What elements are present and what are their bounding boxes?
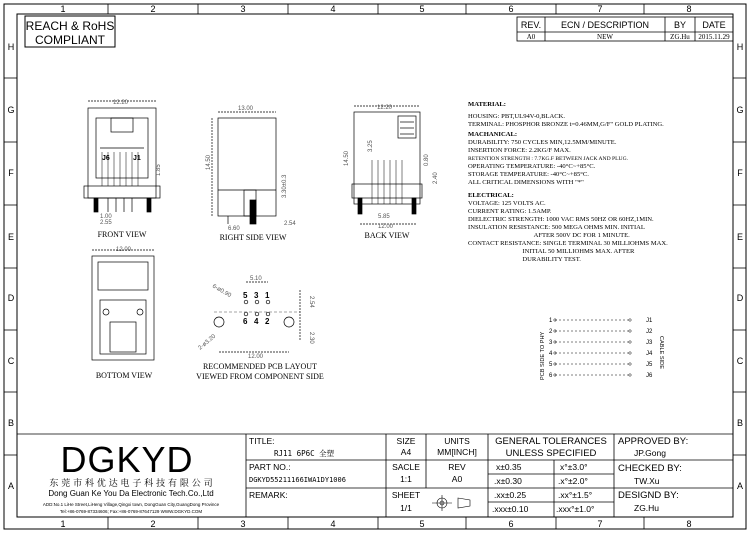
col-label: 1 xyxy=(60,4,66,14)
row-label: D xyxy=(7,293,15,303)
row-label: B xyxy=(7,418,15,428)
pcb-dim-w: 12.00 xyxy=(248,354,264,360)
electrical-line: DURABILITY TEST. xyxy=(468,256,581,263)
part-value: DGKYD55211166IWA1DY1006 xyxy=(249,476,346,484)
electrical-line: VOLTAGE: 125 VOLTS AC. xyxy=(468,200,546,207)
pcb-pin-number: 2 xyxy=(265,317,270,326)
schematic-pin: J1 xyxy=(646,318,653,324)
sheet-label: SHEET xyxy=(391,490,421,500)
col-label: 5 xyxy=(419,4,425,14)
schematic-num: 5 xyxy=(549,362,553,368)
material-title: MATERIAL: xyxy=(468,101,506,108)
electrical-title: ELECTRICAL: xyxy=(468,192,514,199)
row-label: E xyxy=(736,232,744,242)
mechanical-line: STORAGE TEMPERATURE: -40°C~+85°C. xyxy=(468,171,589,178)
right-dim-d1: 6.60 xyxy=(228,226,240,232)
front-dim-pitch2: 2.55 xyxy=(100,220,112,226)
schematic-left-label: PCB SIDE TO PHY xyxy=(540,331,546,380)
bottom-view-label: BOTTOM VIEW xyxy=(95,371,153,380)
ecn-value: NEW xyxy=(597,33,613,41)
col-label: 7 xyxy=(597,4,603,14)
tolerance-linear: .x±0.30 xyxy=(494,476,522,486)
schematic-num: 2 xyxy=(549,329,553,335)
back-dim-s1: 0.80 xyxy=(424,154,430,166)
company-logo: DGKYD xyxy=(60,439,194,480)
company-contact: Tel:+86-0769-87334606; Fax:+86-0769-87647129 WWW.DGKYD.COM xyxy=(59,509,203,514)
right-dim-d2: 2.54 xyxy=(284,221,296,227)
front-dim-sub: 1.85 xyxy=(156,164,162,176)
rev-value: A0 xyxy=(526,33,536,41)
pcb-pin-number: 3 xyxy=(254,291,259,300)
electrical-line: AFTER 500V DC FOR 1 MINUTE. xyxy=(468,232,630,239)
pcb-pin-number: 4 xyxy=(254,317,259,326)
col-label: 8 xyxy=(686,4,692,14)
tolerance-angular: .x°±2.0° xyxy=(558,476,588,486)
pcb-dim-holes: 6-ø0.90 xyxy=(211,283,232,300)
col-label: 6 xyxy=(508,519,514,529)
col-label: 5 xyxy=(419,519,425,529)
mechanical-line: DURABILITY: 750 CYCLES MIN,12.5MM/MINUTE. xyxy=(468,139,617,146)
back-dim-s2: 2.40 xyxy=(433,172,439,184)
tolerance-linear: x±0.35 xyxy=(496,462,522,472)
size-value: A4 xyxy=(400,447,412,457)
row-label: A xyxy=(7,481,15,491)
row-label: G xyxy=(7,105,15,115)
rev-value-block: A0 xyxy=(451,474,463,484)
pcb-pin-number: 5 xyxy=(243,291,248,300)
row-label: C xyxy=(7,356,15,366)
schematic-right-label: CABLE SIDE xyxy=(658,336,664,369)
col-label: 8 xyxy=(686,519,692,529)
mechanical-title: MACHANICAL: xyxy=(468,131,518,138)
col-label: 4 xyxy=(330,519,336,529)
row-label: D xyxy=(736,293,744,303)
col-label: 4 xyxy=(330,4,336,14)
front-view-label: FRONT VIEW xyxy=(97,230,147,239)
material-line: TERMINAL: PHOSPHOR BRONZE t=0.46MM,G/F" GOLD PLATING. xyxy=(468,121,664,128)
units-value: MM[INCH] xyxy=(437,447,477,457)
row-label: A xyxy=(736,481,744,491)
schematic-pin: J6 xyxy=(646,373,653,379)
part-label: PART NO.: xyxy=(249,462,291,472)
compliance-line1: REACH & RoHS xyxy=(25,19,115,33)
right-dim-depth: 13.00 xyxy=(238,106,254,112)
col-label: 2 xyxy=(150,519,156,529)
checked-value: TW.Xu xyxy=(634,476,660,486)
front-dim-pitch1: 1.00 xyxy=(100,214,112,220)
front-pin-label-left: J6 xyxy=(102,155,110,162)
by-value: ZG.Hu xyxy=(670,33,690,41)
schematic-num: 6 xyxy=(549,373,553,379)
mechanical-line: ALL CRITICAL DIMENSIONS WITH "*" xyxy=(468,179,584,186)
rev-label: REV xyxy=(448,462,466,472)
tolerance-angular: .xxx°±1.0° xyxy=(556,504,595,514)
date-value: 2015.11.29 xyxy=(698,33,730,41)
pcb-pin-number: 6 xyxy=(243,317,248,326)
pcb-pin-number: 1 xyxy=(265,291,270,300)
bottom-dim-width: 12.00 xyxy=(116,247,132,253)
compliance-line2: COMPLIANT xyxy=(34,33,106,47)
date-header: DATE xyxy=(702,20,726,30)
right-dim-h2: 3.30±0.3 xyxy=(282,174,288,198)
tolerance-linear: .xx±0.25 xyxy=(494,490,527,500)
row-label: F xyxy=(8,168,14,178)
schematic-pin: J2 xyxy=(646,329,653,335)
back-dim-width: 12.20 xyxy=(377,105,393,111)
pcb-label1: RECOMMENDED PCB LAYOUT xyxy=(203,362,317,371)
back-dim-height: 14.50 xyxy=(344,150,350,166)
by-header: BY xyxy=(673,20,687,30)
pcb-dim-h2: 2.30 xyxy=(308,332,314,344)
sheet-value: 1/1 xyxy=(400,503,412,513)
size-label: SIZE xyxy=(396,436,416,446)
schematic-pin: J4 xyxy=(646,351,653,357)
row-label: H xyxy=(7,42,15,52)
tolerance-angular: x°±3.0° xyxy=(560,462,588,472)
approved-value: JP.Gong xyxy=(634,448,666,458)
company-address: ADD:No.1 LiHe Street,LiHeng Village,Qingxi town, DongGuan City,GuangDong Province xyxy=(42,502,220,507)
back-view xyxy=(352,106,422,224)
designed-value: ZG.Hu xyxy=(634,503,660,513)
right-dim-height: 14.50 xyxy=(206,154,212,170)
tolerance-title1: GENERAL TOLERANCES xyxy=(495,436,607,447)
electrical-line: CONTACT RESISTANCE: SINGLE TERMINAL 30 MILLIOHMS MAX. xyxy=(468,240,668,247)
row-label: B xyxy=(736,418,744,428)
units-label: UNITS xyxy=(444,436,470,446)
title-value: RJ11 6P6C 全塑 xyxy=(274,449,335,458)
col-label: 2 xyxy=(150,4,156,14)
schematic-pin: J5 xyxy=(646,362,653,368)
right-view-label: RIGHT SIDE VIEW xyxy=(219,233,287,242)
ecn-header: ECN / DESCRIPTION xyxy=(560,20,650,30)
mechanical-line: OPERATING TEMPERATURE: -40°C~+85°C. xyxy=(468,163,596,170)
company-name-en: Dong Guan Ke You Da Electronic Tech.Co.,Ltd xyxy=(48,489,214,498)
row-label: E xyxy=(7,232,15,242)
tolerance-title2: UNLESS SPECIFIED xyxy=(505,448,597,459)
back-dim-d1: 5.85 xyxy=(378,214,390,220)
col-label: 6 xyxy=(508,4,514,14)
pin-schematic xyxy=(554,319,631,376)
scale-value: 1:1 xyxy=(400,474,412,484)
tolerance-angular: .xx°±1.5° xyxy=(558,490,593,500)
mechanical-line: INSERTION FORCE: 2.2KG/F MAX. xyxy=(468,147,571,154)
schematic-num: 1 xyxy=(549,318,553,324)
schematic-pin: J3 xyxy=(646,340,653,346)
electrical-line: DIELECTRIC STRENGTH: 1000 VAC RMS 50HZ OR 60HZ,1MIN. xyxy=(468,216,654,223)
title-label: TITLE: xyxy=(249,436,275,446)
col-label: 1 xyxy=(60,519,66,529)
scale-label: SACLE xyxy=(392,462,420,472)
checked-label: CHECKED BY: xyxy=(618,463,682,474)
designed-label: DESIGND BY: xyxy=(618,490,679,501)
row-label: F xyxy=(737,168,743,178)
schematic-num: 4 xyxy=(549,351,553,357)
schematic-num: 3 xyxy=(549,340,553,346)
approved-label: APPROVED BY: xyxy=(618,436,689,447)
col-label: 3 xyxy=(240,4,246,14)
mechanical-line: RETENTION STRENGTH : 7.7KG.F BETWEEN JACK AND PLUG. xyxy=(468,156,629,162)
electrical-line: INSULATION RESISTANCE: 500 MEGA OHMS MIN. INITIAL xyxy=(468,224,645,231)
back-dim-d2: 12.00 xyxy=(378,224,394,230)
remark-label: REMARK: xyxy=(249,490,288,500)
projection-symbol-icon xyxy=(432,495,470,511)
back-dim-h3: 3.25 xyxy=(368,140,374,152)
pcb-dim-mount: 2-ø3.20 xyxy=(197,333,218,352)
rev-header: REV. xyxy=(520,20,542,30)
material-line: HOUSING: PBT,UL94V-0,BLACK. xyxy=(468,113,566,120)
right-side-view xyxy=(212,112,276,224)
back-view-label: BACK VIEW xyxy=(364,231,410,240)
row-label: C xyxy=(736,356,744,366)
front-dim-width: 12.20 xyxy=(113,100,129,106)
pcb-dim-top: 5.10 xyxy=(250,276,262,282)
bottom-view xyxy=(92,250,154,360)
front-pin-label-right: J1 xyxy=(133,155,141,162)
row-label: G xyxy=(736,105,744,115)
electrical-line: INITIAL 50 MILLIOHMS MAX. AFTER xyxy=(468,248,635,255)
electrical-line: CURRENT RATING: 1.5AMP. xyxy=(468,208,552,215)
row-label: H xyxy=(736,42,744,52)
tolerance-linear: .xxx±0.10 xyxy=(492,504,529,514)
pcb-label2: VIEWED FROM COMPONENT SIDE xyxy=(196,372,324,381)
company-name-cn: 东 莞 市 科 优 达 电 子 科 技 有 限 公 司 xyxy=(49,479,213,489)
col-label: 3 xyxy=(240,519,246,529)
col-label: 7 xyxy=(597,519,603,529)
pcb-dim-h1: 2.54 xyxy=(308,296,314,308)
front-view xyxy=(84,101,160,212)
